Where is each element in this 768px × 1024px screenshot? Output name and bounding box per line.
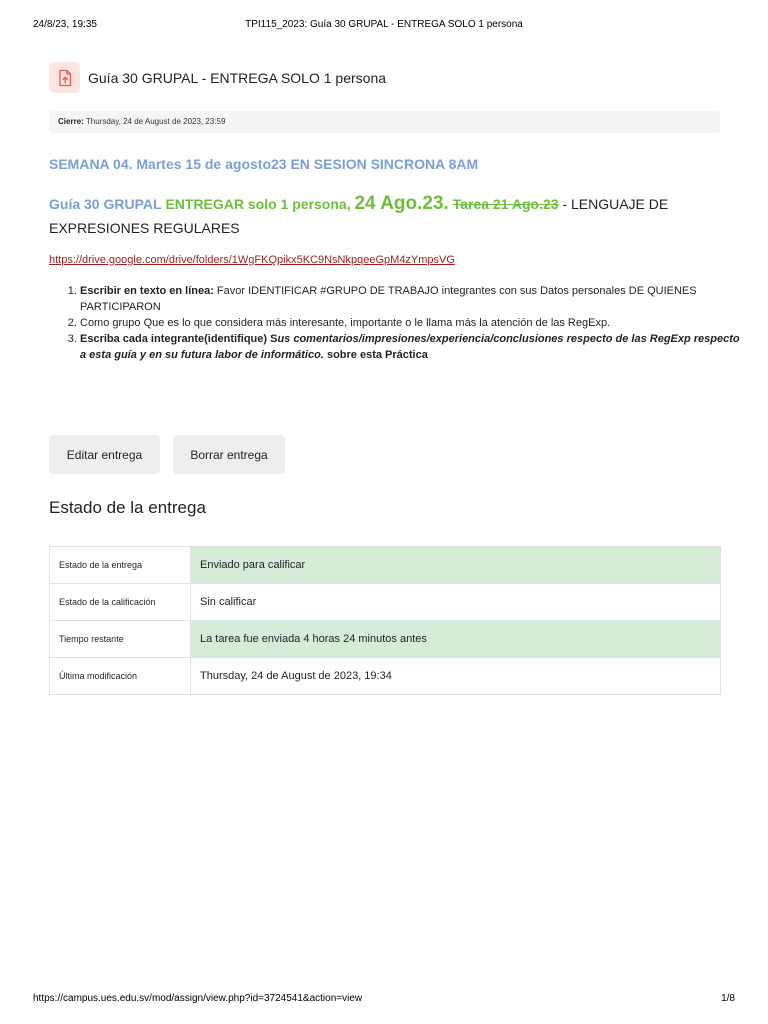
submission-status-table bbox=[49, 546, 721, 695]
table-row bbox=[50, 621, 721, 658]
print-title: TPI115_2023: Guía 30 GRUPAL - ENTREGA SOLO 1 persona bbox=[245, 19, 523, 30]
guide-old-date: Tarea 21 Ago.23 bbox=[452, 196, 559, 212]
row-value: Enviado para calificar bbox=[191, 547, 721, 584]
row-label: Estado de la calificación bbox=[50, 584, 191, 621]
guide-topic: - LENGUAJE DE EXPRESIONES REGULARES bbox=[49, 196, 669, 236]
instruction-bold: Escriba cada integrante(identifique) S bbox=[80, 333, 278, 345]
row-value: La tarea fue enviada 4 horas 24 minutos antes bbox=[191, 621, 721, 658]
guide-delivery: ENTREGAR solo 1 persona, bbox=[165, 196, 351, 212]
table-row bbox=[50, 658, 721, 695]
week-heading: SEMANA 04. Martes 15 de agosto23 EN SESION SINCRONA 8AM bbox=[49, 156, 479, 172]
guide-date: 24 Ago.23. bbox=[354, 193, 449, 214]
guide-name: Guía 30 GRUPAL bbox=[49, 196, 162, 212]
instruction-bold: Escribir en texto en línea: bbox=[80, 285, 214, 297]
instruction-italic: us comentarios/impresiones/experiencia/conclusiones respecto de las RegExp respecto a esta guía y en su futura labor de informático. bbox=[80, 333, 740, 361]
row-label: Estado de la entrega bbox=[50, 547, 191, 584]
instruction-text: Favor IDENTIFICAR #GRUPO DE TRABAJO integrantes con sus Datos personales DE QUIENES PARTICIPARON bbox=[80, 285, 697, 313]
print-header bbox=[0, 19, 768, 30]
assignment-upload-icon bbox=[49, 62, 80, 93]
print-page-number: 1/8 bbox=[721, 993, 735, 1004]
instruction-text: Como grupo Que es lo que considera más interesante, importante o le llama más la atención de las RegExp. bbox=[80, 317, 611, 329]
row-value: Sin calificar bbox=[191, 584, 721, 621]
instruction-item bbox=[80, 283, 745, 315]
print-footer bbox=[0, 993, 768, 1004]
due-date-value: Thursday, 24 de August de 2023, 23:59 bbox=[83, 117, 226, 126]
table-row bbox=[50, 547, 721, 584]
activity-header bbox=[49, 62, 386, 93]
print-datetime: 24/8/23, 19:35 bbox=[33, 19, 97, 30]
guide-heading bbox=[49, 192, 721, 240]
due-date-box bbox=[49, 111, 720, 133]
row-label: Tiempo restante bbox=[50, 621, 191, 658]
instructions-list bbox=[49, 283, 745, 363]
instruction-item bbox=[80, 315, 745, 331]
drive-folder-link[interactable]: https://drive.google.com/drive/folders/1WgFKQpikx5KC9NsNkpqeeGpM4zYmpsVG bbox=[49, 254, 455, 266]
submission-status-heading: Estado de la entrega bbox=[49, 498, 206, 517]
delete-submission-button[interactable]: Borrar entrega bbox=[173, 435, 285, 474]
page-title: Guía 30 GRUPAL - ENTREGA SOLO 1 persona bbox=[88, 69, 387, 86]
edit-submission-button[interactable]: Editar entrega bbox=[49, 435, 160, 474]
due-date-label: Cierre: bbox=[58, 117, 84, 126]
print-url: https://campus.ues.edu.sv/mod/assign/view.php?id=3724541&action=view bbox=[33, 993, 363, 1004]
row-value: Thursday, 24 de August de 2023, 19:34 bbox=[191, 658, 721, 695]
row-label: Última modificación bbox=[50, 658, 191, 695]
instruction-item bbox=[80, 331, 745, 363]
table-row bbox=[50, 584, 721, 621]
instruction-bold-end: sobre esta Práctica bbox=[323, 349, 428, 361]
